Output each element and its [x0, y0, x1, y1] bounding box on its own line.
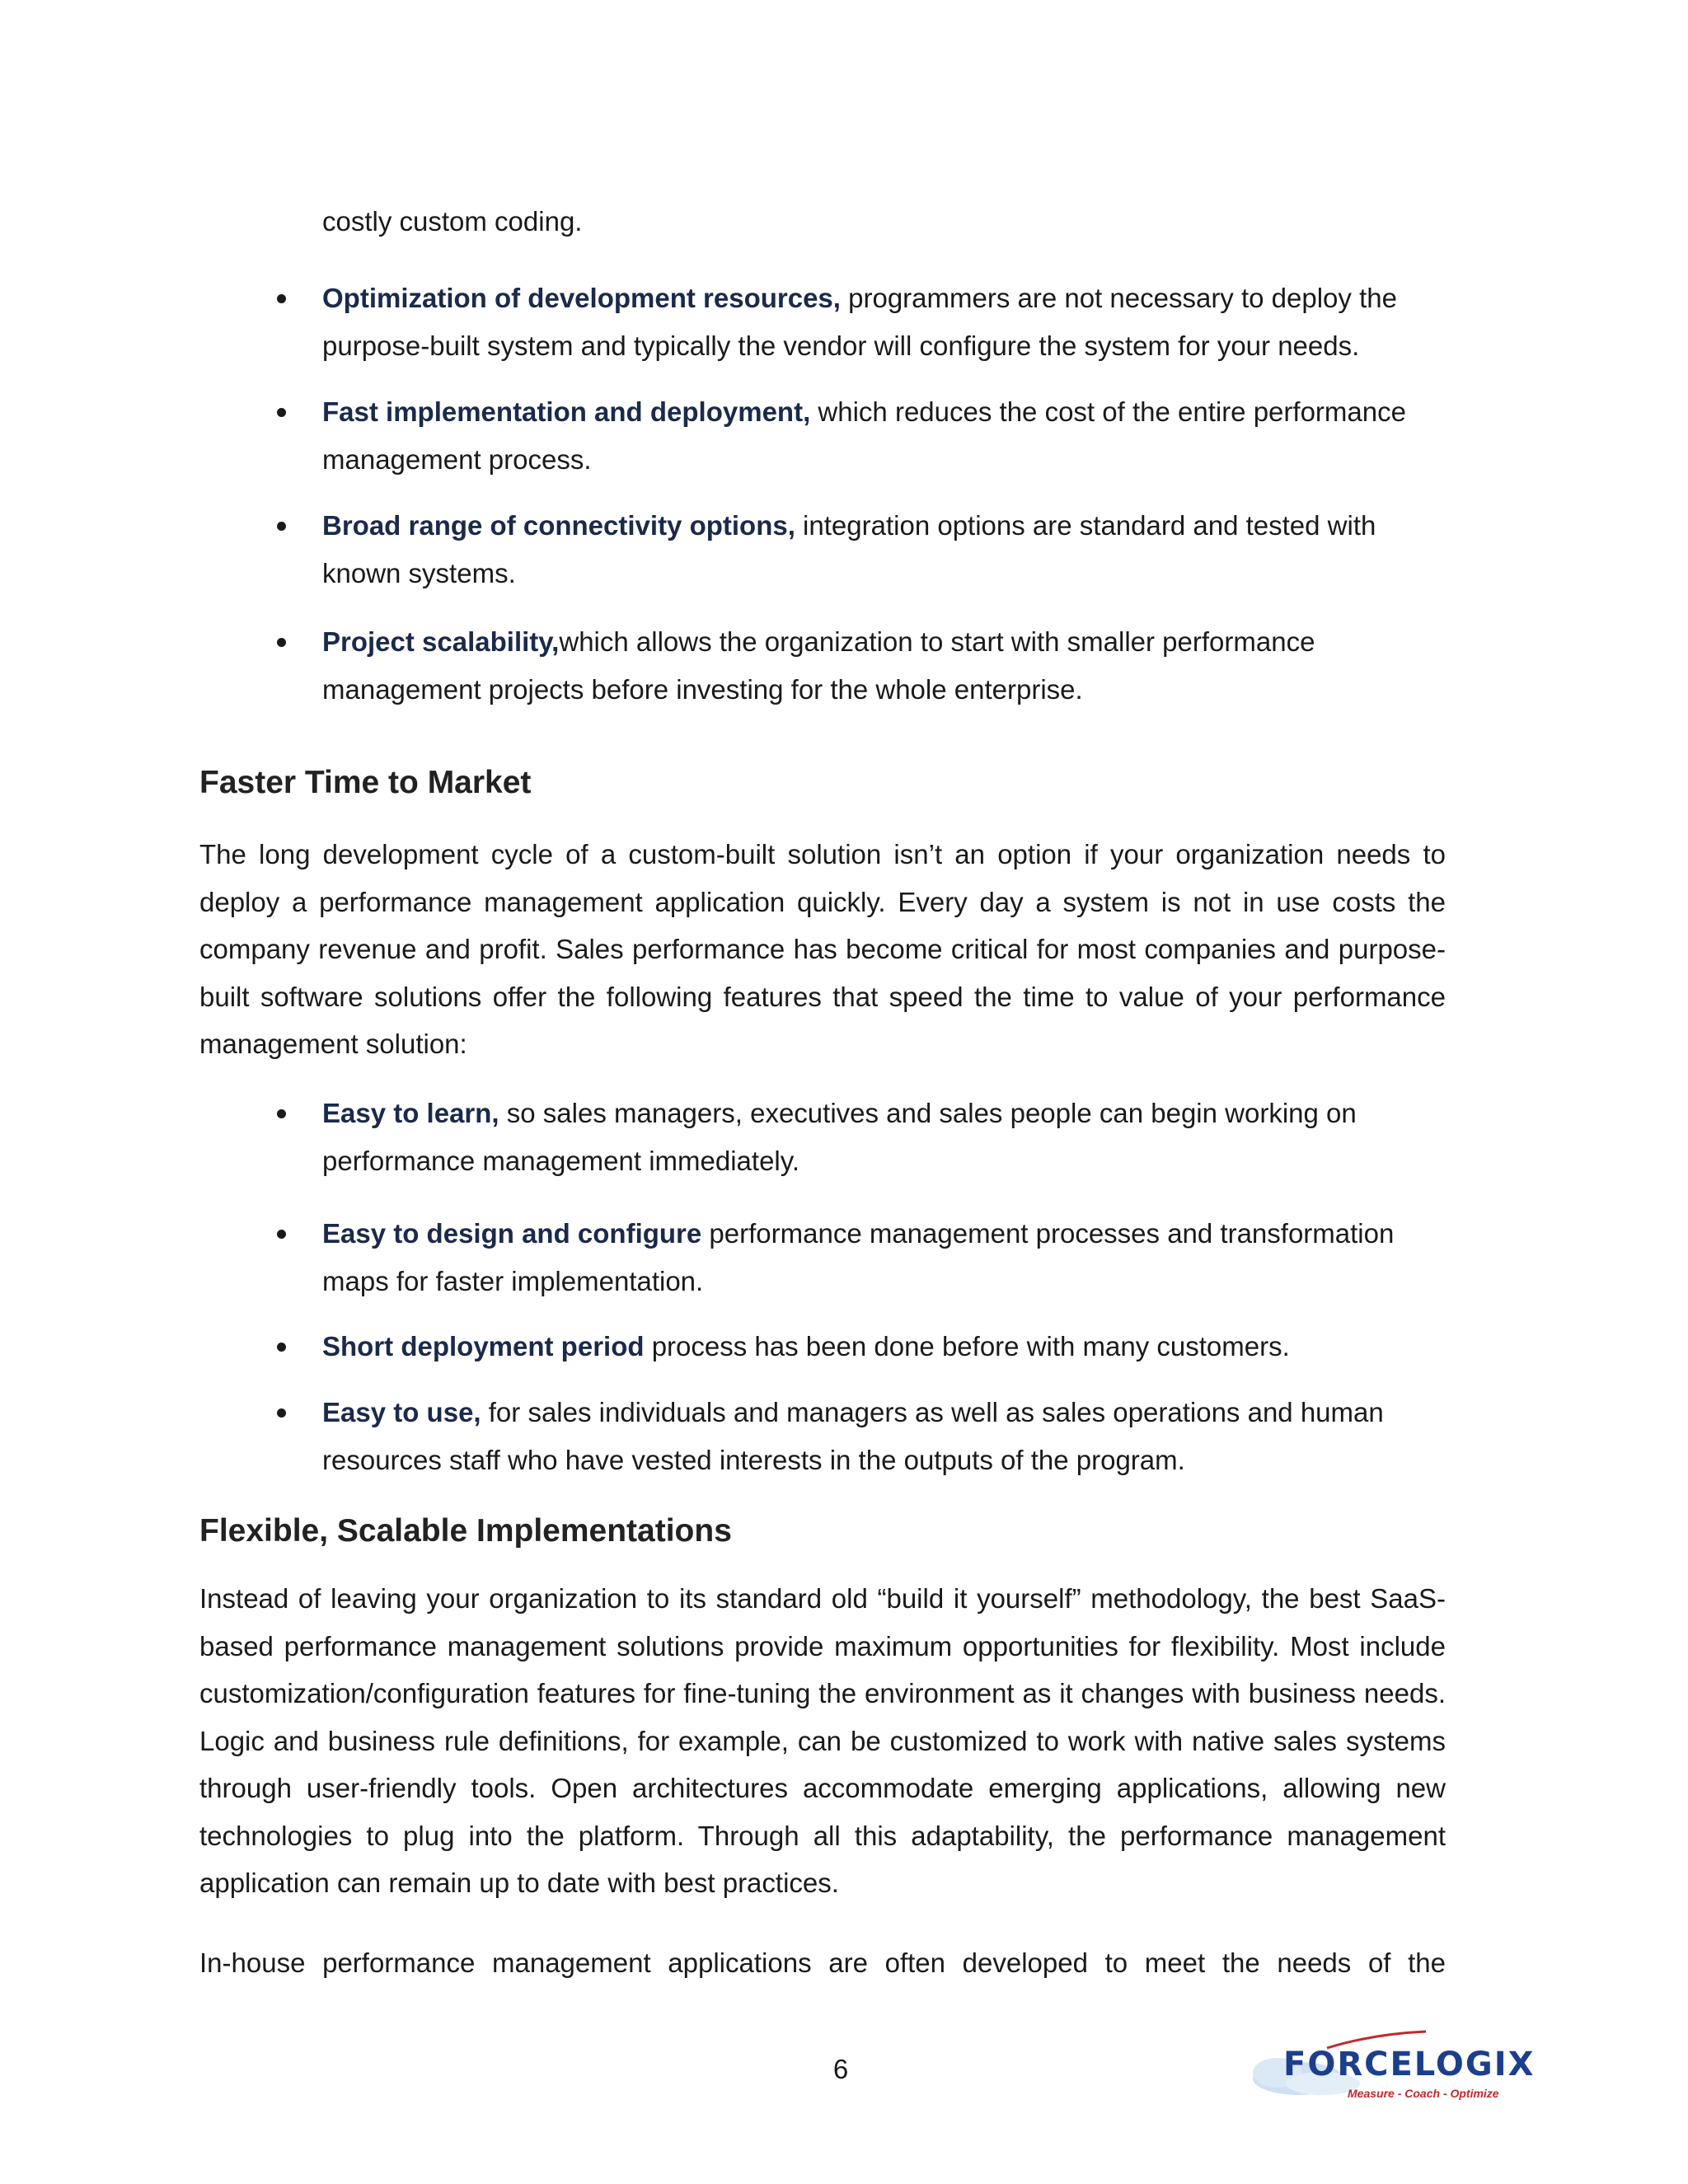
section-paragraph: Instead of leaving your organization to its standard old “build it yourself” methodology, the best SaaS-based performance management solutions provide maximum opportunities for flexibility. Most include customization/configuration features for fine-tuning the environment as it changes with business needs. Logic and business rule definitions, for example, can be customized to work with native sales systems through user-friendly tools. Open architectures accommodate emerging applications, allowing new technologies to plug into the platform. Through all this adaptability, the performance management application can remain up to date with best practices. [199, 1583, 1446, 1898]
list-item-text: which reduces the cost of the entire performance management process. [322, 396, 1406, 475]
list-item [322, 1323, 1418, 1371]
list-item [322, 502, 1418, 597]
list-item-text: programmers are not necessary to deploy the purpose-built system and typically the vendor will configure the system for your needs. [322, 283, 1397, 361]
list-item-term: Broad range of connectivity options, [322, 510, 795, 541]
list-item-text: process has been done before with many customers. [644, 1331, 1290, 1361]
forcelogix-logo [1249, 2027, 1536, 2102]
logo-wordmark: FORCELOGIX [1283, 2046, 1536, 2083]
list-item-term: Easy to design and configure [322, 1218, 702, 1249]
section-paragraph: The long development cycle of a custom-built solution isn’t an option if your organization needs to deploy a performance management application quickly. Every day a system is not in use costs the company revenue and profit. Sales performance has become critical for most companies and purpose-built software solutions offer the following features that speed the time to value of your performance management solution: [199, 839, 1446, 1059]
logo-tagline: Measure - Coach - Optimize [1348, 2087, 1499, 2100]
list-item [322, 274, 1418, 369]
list-item-text: for sales individuals and managers as well as sales operations and human resources staff who have vested interests in the outputs of the program. [322, 1397, 1384, 1475]
list-item [322, 618, 1418, 713]
list-item [322, 388, 1418, 483]
list-item-text: performance management processes and transformation maps for faster implementation. [322, 1218, 1395, 1296]
list-item-term: Fast implementation and deployment, [322, 396, 811, 427]
page-number: 6 [832, 2054, 849, 2084]
list-item-term: Easy to learn, [322, 1098, 499, 1128]
intro-continuation: costly custom coding. [322, 206, 583, 237]
list-item-term: Easy to use, [322, 1397, 481, 1427]
section-heading: Flexible, Scalable Implementations [199, 1513, 732, 1549]
section-heading: Faster Time to Market [199, 765, 532, 800]
list-item [322, 1090, 1418, 1184]
section-paragraph: In-house performance management applications are often developed to meet the needs of the [199, 1947, 1446, 1978]
list-item-term: Optimization of development resources, [322, 283, 841, 313]
list-item [322, 1210, 1418, 1305]
list-item-text: so sales managers, executives and sales people can begin working on performance management immediately. [322, 1098, 1357, 1176]
list-item-text: integration options are standard and tested with known systems. [322, 510, 1376, 588]
list-item [322, 1389, 1418, 1483]
list-item-term: Short deployment period [322, 1331, 645, 1361]
list-item-text: which allows the organization to start with smaller performance management projects before investing for the whole enterprise. [322, 626, 1315, 705]
list-item-term: Project scalability, [322, 626, 560, 657]
